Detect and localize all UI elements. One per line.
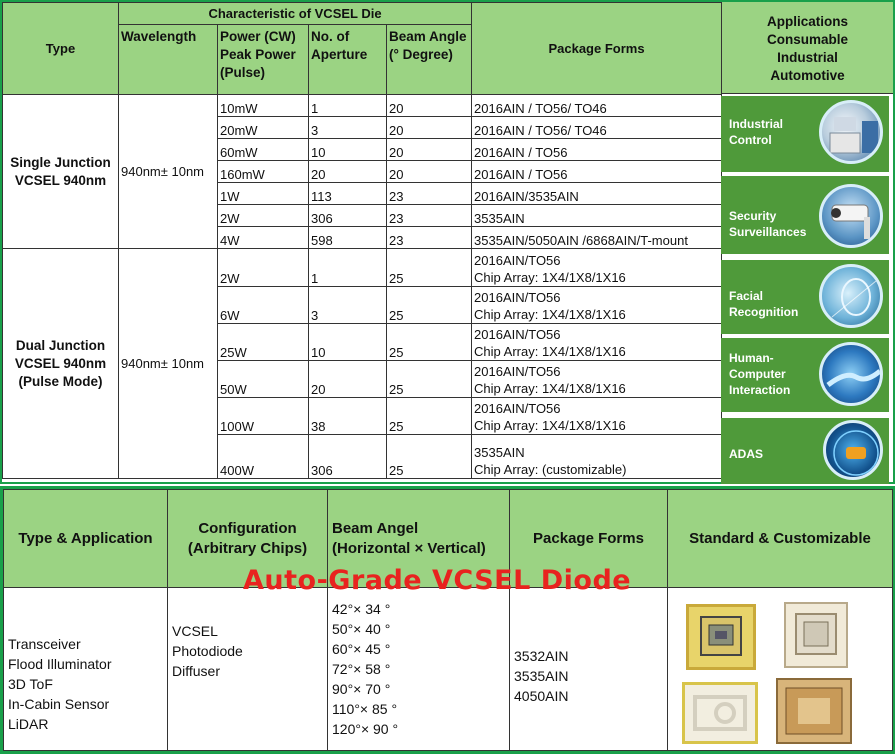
list-item: 120°× 90 °	[332, 721, 399, 737]
aperture-cell: 20	[309, 361, 387, 398]
auto-grade-vcsel-panel	[0, 486, 895, 754]
auto-grade-title: Auto-Grade VCSEL Diode	[243, 565, 632, 596]
aperture-cell: 38	[309, 398, 387, 435]
header-aperture: No. of Aperture	[309, 25, 387, 95]
white-chip-package-icon	[682, 682, 758, 744]
security-camera-photo-icon	[819, 184, 883, 248]
app-tile-industrial-control	[721, 96, 889, 172]
package-cell: 2016AIN / TO56/ TO46	[472, 117, 722, 139]
app-tile-label: Facial Recognition	[729, 289, 799, 319]
aperture-cell: 20	[309, 161, 387, 183]
aperture-cell: 598	[309, 227, 387, 249]
package-cell: 2016AIN / TO56	[472, 161, 722, 183]
aperture-cell: 306	[309, 205, 387, 227]
power-cell: 2W	[218, 249, 309, 287]
power-cell: 4W	[218, 227, 309, 249]
dual-junction-type: Dual Junction VCSEL 940nm (Pulse Mode)	[3, 249, 119, 479]
list-item: Transceiver	[8, 636, 81, 652]
package-cell: 2016AIN / TO56/ TO46	[472, 95, 722, 117]
app-tile-label: Human- Computer Interaction	[729, 351, 791, 397]
list-item: 3D ToF	[8, 676, 53, 692]
app-tile-facial-recognition	[721, 260, 889, 334]
applications-column	[721, 2, 893, 482]
app-tile-security-surveillances	[721, 176, 889, 254]
power-cell: 400W	[218, 435, 309, 479]
power-cell: 25W	[218, 324, 309, 361]
list-item: 50°× 40 °	[332, 621, 391, 637]
beam-cell: 23	[387, 205, 472, 227]
beam-cell: 25	[387, 398, 472, 435]
package-cell: 2016AIN/TO56 Chip Array: 1X4/1X8/1X16	[472, 249, 722, 287]
single-junction-type: Single Junction VCSEL 940nm	[3, 95, 119, 249]
header-type: Type	[3, 3, 119, 95]
gold-foil-chip-package-icon	[776, 678, 852, 744]
header-package-forms: Package Forms	[510, 490, 668, 588]
beam-cell: 20	[387, 117, 472, 139]
header-characteristic: Characteristic of VCSEL Die	[119, 3, 472, 25]
list-item: VCSEL	[172, 623, 218, 639]
table-row	[3, 249, 722, 287]
beam-cell: 25	[387, 435, 472, 479]
header-type-application: Type & Application	[4, 490, 168, 588]
silver-chip-package-icon	[784, 602, 848, 668]
beam-cell: 20	[387, 139, 472, 161]
gold-chip-package-icon	[686, 604, 756, 670]
aperture-cell: 1	[309, 249, 387, 287]
applications-list	[4, 588, 168, 751]
app-tile-label: Security Surveillances	[729, 209, 807, 239]
handshake-photo-icon	[819, 342, 883, 406]
power-cell: 1W	[218, 183, 309, 205]
beam-angles-list	[328, 588, 510, 751]
aperture-cell: 10	[309, 324, 387, 361]
package-cell: 3535AIN/5050AIN /6868AIN/T-mount	[472, 227, 722, 249]
package-cell: 3535AIN	[472, 205, 722, 227]
facial-recognition-photo-icon	[819, 264, 883, 328]
header-configuration: Configuration (Arbitrary Chips)	[168, 490, 328, 588]
package-cell: 2016AIN / TO56	[472, 139, 722, 161]
list-item: 110°× 85 °	[332, 701, 398, 717]
app-tile-label: Industrial Control	[729, 117, 784, 147]
app-tile-adas	[721, 418, 889, 484]
aperture-cell: 10	[309, 139, 387, 161]
aperture-cell: 113	[309, 183, 387, 205]
beam-cell: 23	[387, 227, 472, 249]
dual-junction-wavelength: 940nm± 10nm	[119, 249, 218, 479]
list-item: 42°× 34 °	[332, 601, 391, 617]
beam-cell: 25	[387, 287, 472, 324]
beam-cell: 25	[387, 249, 472, 287]
list-item: 3535AIN	[514, 668, 569, 684]
app-tile-label: ADAS	[729, 447, 764, 461]
power-cell: 160mW	[218, 161, 309, 183]
applications-sub-consumable: Consumable	[766, 32, 848, 47]
applications-sub-automotive: Automotive	[770, 68, 845, 83]
aperture-cell: 306	[309, 435, 387, 479]
applications-sub-industrial: Industrial	[777, 50, 838, 65]
power-cell: 60mW	[218, 139, 309, 161]
power-cell: 10mW	[218, 95, 309, 117]
header-wavelength: Wavelength	[119, 25, 218, 95]
package-cell: 2016AIN/TO56 Chip Array: 1X4/1X8/1X16	[472, 287, 722, 324]
beam-cell: 20	[387, 161, 472, 183]
header-beam-angel: Beam Angel (Horizontal × Vertical)	[328, 490, 510, 588]
list-item: 3532AIN	[514, 648, 569, 664]
list-item: Flood Illuminator	[8, 656, 112, 672]
aperture-cell: 3	[309, 287, 387, 324]
list-item: LiDAR	[8, 716, 49, 732]
header-applications	[721, 2, 893, 94]
auto-grade-vcsel-table	[3, 489, 893, 751]
aperture-cell: 3	[309, 117, 387, 139]
list-item: 60°× 45 °	[332, 641, 391, 657]
beam-cell: 25	[387, 324, 472, 361]
car-radar-photo-icon	[823, 420, 883, 480]
list-item: In-Cabin Sensor	[8, 696, 110, 712]
beam-cell: 25	[387, 361, 472, 398]
package-cell: 2016AIN/TO56 Chip Array: 1X4/1X8/1X16	[472, 324, 722, 361]
header-power: Power (CW) Peak Power (Pulse)	[218, 25, 309, 95]
chip-images-cell	[668, 588, 893, 751]
vcsel-die-table	[2, 2, 722, 479]
list-item: 4050AIN	[514, 688, 569, 704]
list-item: Photodiode	[172, 643, 243, 659]
package-cell: 3535AIN Chip Array: (customizable)	[472, 435, 722, 479]
list-item: Diffuser	[172, 663, 220, 679]
power-cell: 50W	[218, 361, 309, 398]
applications-title: Applications	[766, 14, 848, 29]
power-cell: 2W	[218, 205, 309, 227]
configurations-list	[168, 588, 328, 751]
package-cell: 2016AIN/3535AIN	[472, 183, 722, 205]
power-cell: 6W	[218, 287, 309, 324]
header-standard-customizable: Standard & Customizable	[668, 490, 893, 588]
packages-list	[510, 588, 668, 751]
beam-cell: 20	[387, 95, 472, 117]
package-cell: 2016AIN/TO56 Chip Array: 1X4/1X8/1X16	[472, 361, 722, 398]
header-beam-angle: Beam Angle (° Degree)	[387, 25, 472, 95]
beam-cell: 23	[387, 183, 472, 205]
power-cell: 100W	[218, 398, 309, 435]
package-cell: 2016AIN/TO56 Chip Array: 1X4/1X8/1X16	[472, 398, 722, 435]
list-item: 72°× 58 °	[332, 661, 391, 677]
power-cell: 20mW	[218, 117, 309, 139]
list-item: 90°× 70 °	[332, 681, 391, 697]
aperture-cell: 1	[309, 95, 387, 117]
header-package-forms: Package Forms	[472, 3, 722, 95]
industrial-control-photo-icon	[819, 100, 883, 164]
single-junction-wavelength: 940nm± 10nm	[119, 95, 218, 249]
app-tile-human-computer-interaction	[721, 338, 889, 412]
table-row	[3, 95, 722, 117]
